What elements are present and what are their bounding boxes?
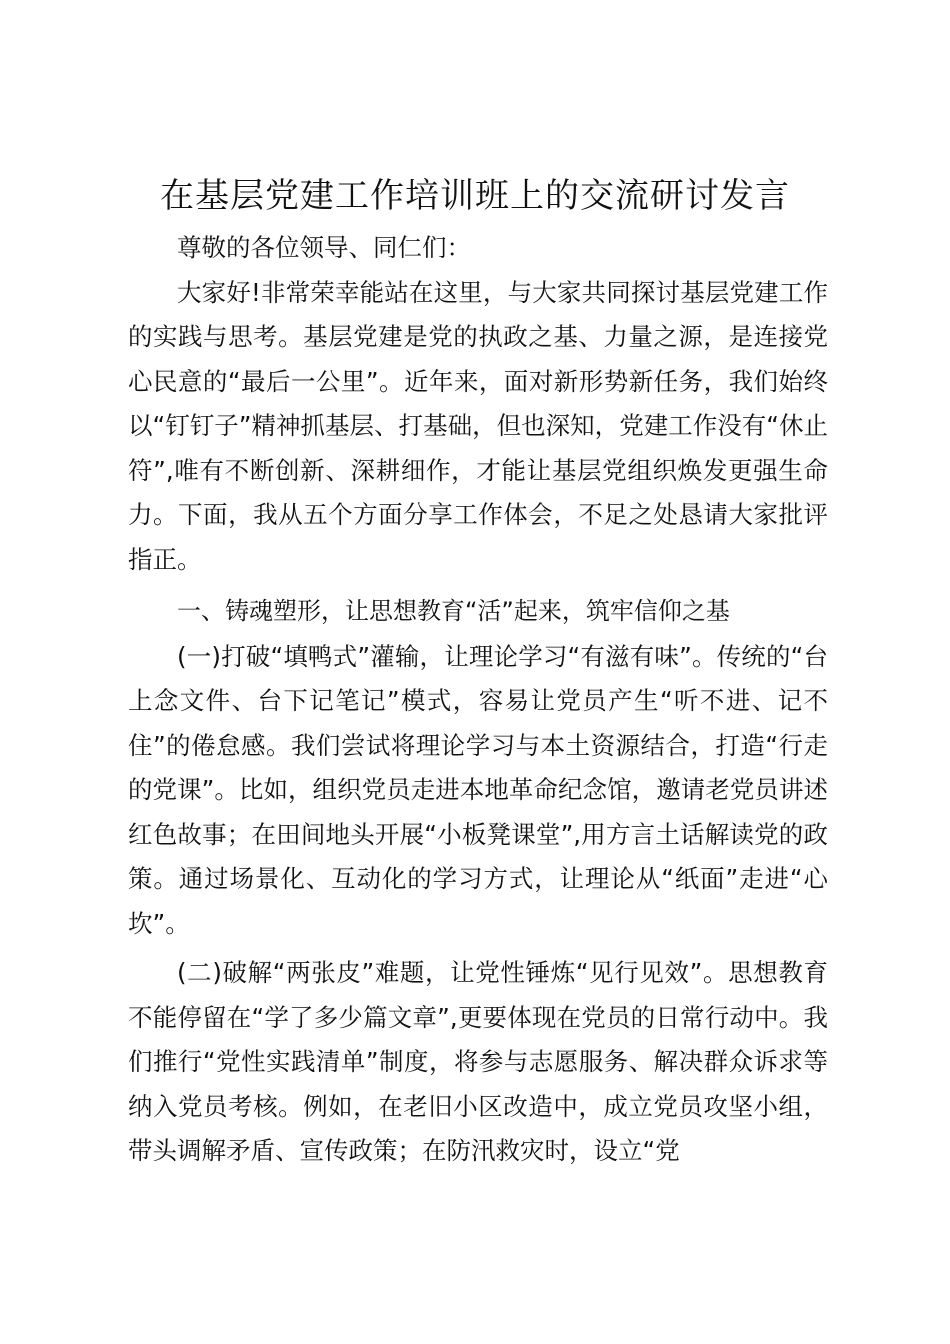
section-heading-1: 一、铸魂塑形，让思想教育“活”起来，筑牢信仰之基	[177, 597, 730, 625]
intro-paragraph: 大家好!非常荣幸能站在这里，与大家共同探讨基层党建工作的实践与思考。基层党建是党的执政之基、力量之源，是连接党心民意的“最后一公里”。近年来，面对新形势新任务，我们始终以“钉钉子”精神抓基层、打基础，但也深知，党建工作没有“休止符”,唯有不断创新、深耕细作，才能让基层党组织焕发更强生命力。下面，我从五个方面分享工作体会，不足之处恳请大家批评指正。	[128, 277, 828, 574]
document-body	[128, 226, 828, 1174]
subsection-paragraph-2: (二)破解“两张皮”难题，让党性锤炼“见行见效”。思想教育不能停留在“学了多少篇文章”,更要体现在党员的日常行动中。我们推行“党性实践清单”制度，将参与志愿服务、解决群众诉求等纳入党员考核。例如，在老旧小区改造中，成立党员攻坚小组，带头调解矛盾、宣传政策；在防汛救灾时，设立“党	[128, 958, 828, 1165]
document-title: 在基层党建工作培训班上的交流研讨发言	[160, 176, 790, 216]
subsection-paragraph-1: (一)打破“填鸭式”灌输，让理论学习“有滋有味”。传统的“台上念文件、台下记笔记”模式，容易让党员产生“听不进、记不住”的倦怠感。我们尝试将理论学习与本土资源结合，打造“行走的党课”。比如，组织党员走进本地革命纪念馆，邀请老党员讲述红色故事；在田间地头开展“小板凳课堂”,用方言土话解读党的政策。通过场景化、互动化的学习方式，让理论从“纸面”走进“心坎”。	[128, 641, 828, 938]
greeting-paragraph: 尊敬的各位领导、同仁们：	[177, 233, 471, 262]
